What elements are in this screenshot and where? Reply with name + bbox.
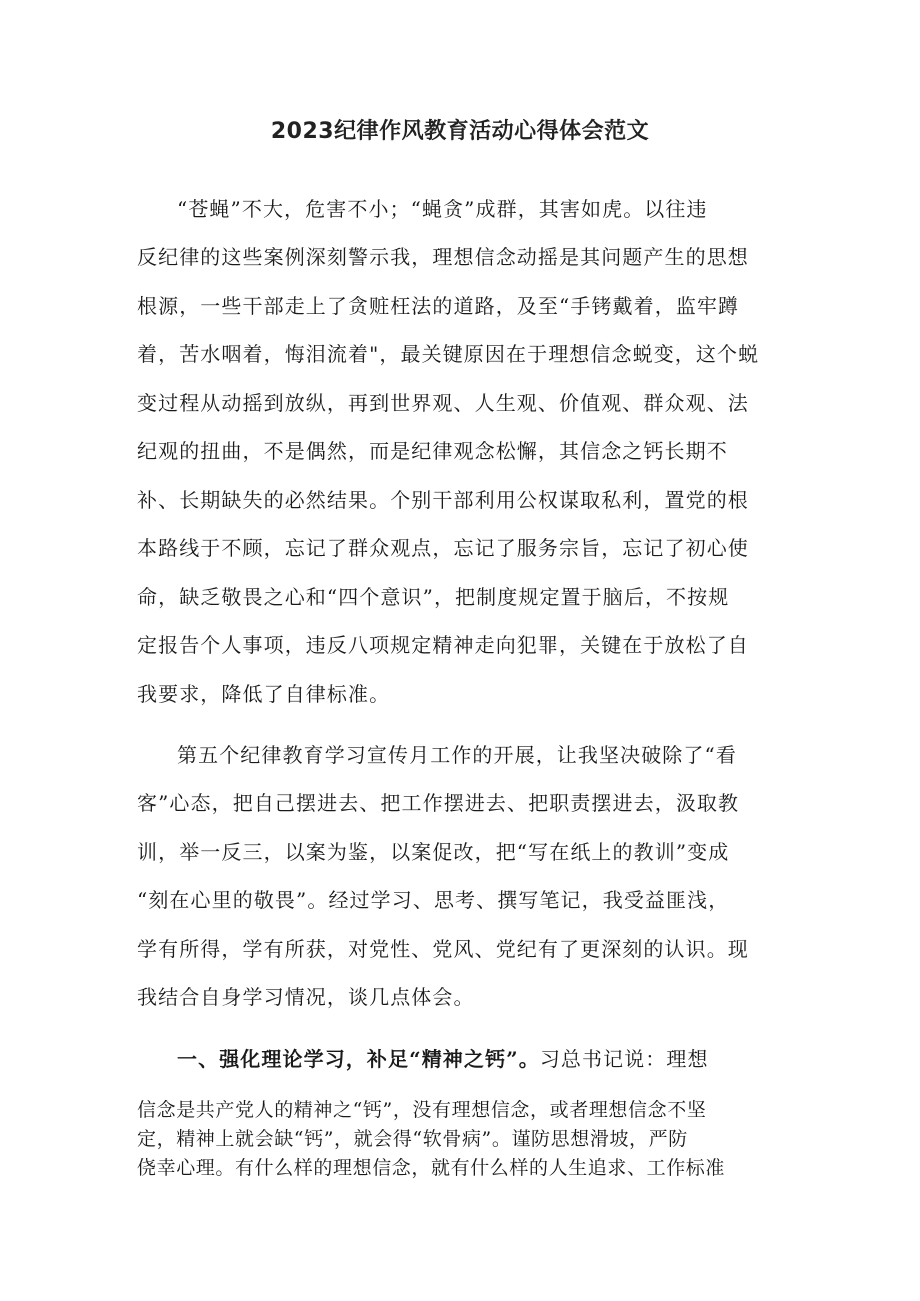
paragraph-1-line: 纪观的扭曲，不是偶然，而是纪律观念松懈，其信念之钙长期不 (137, 439, 728, 463)
paragraph-2-line: 学有所得，学有所获，对党性、党风、党纪有了更深刻的认识。现 (137, 937, 749, 961)
paragraph-1-line: “苍蝇”不大，危害不小；“蝇贪”成群，其害如虎。以往违 (177, 197, 708, 221)
paragraph-1-line: 定报告个人事项，违反八项规定精神走向犯罪，关键在于放松了自 (137, 633, 749, 657)
paragraph-2-line: 我结合自身学习情况，谈几点体会。 (137, 985, 475, 1009)
section-1-line: 信念是共产党人的精神之“钙”，没有理想信念，或者理想信念不坚 (137, 1099, 707, 1121)
paragraph-2-line: “刻在心里的敬畏”。经过学习、思考、撰写笔记，我受益匪浅， (137, 888, 730, 912)
paragraph-1-line: 反纪律的这些案例深刻警示我，理想信念动摇是其问题产生的思想 (137, 245, 749, 269)
section-1-lead: 习总书记说：理想 (539, 1047, 709, 1071)
paragraph-1-line: 命，缺乏敬畏之心和“四个意识”，把制度规定置于脑后，不按规 (137, 585, 730, 609)
paragraph-1-line: 根源，一些干部走上了贪赃枉法的道路，及至“手铐戴着，监牢蹲 (137, 294, 740, 318)
paragraph-1-line: 补、长期缺失的必然结果。个别干部利用公权谋取私利，置党的根 (137, 488, 749, 512)
section-1-line: 侥幸心理。有什么样的理想信念，就有什么样的人生追求、工作标准 (137, 1157, 726, 1179)
paragraph-2-line: 训，举一反三，以案为鉴，以案促改，把“写在纸上的教训”变成 (137, 840, 730, 864)
section-1-heading-line (177, 1045, 817, 1073)
paragraph-1-line: 变过程从动摇到放纵，再到世界观、人生观、价值观、群众观、法 (137, 391, 749, 415)
paragraph-2-line: 第五个纪律教育学习宣传月工作的开展，让我坚决破除了“看 (177, 743, 737, 767)
section-1-line: 定，精神上就会缺“钙”，就会得“软骨病”。谨防思想滑坡，严防 (137, 1128, 688, 1150)
paragraph-1-line: 我要求，降低了自律标准。 (137, 682, 391, 706)
paragraph-2-line: 客”心态，把自己摆进去、把工作摆进去、把职责摆进去，汲取教 (137, 791, 740, 815)
section-1-heading: 一、强化理论学习，补足“精神之钙”。 (177, 1047, 540, 1071)
document-title: 2023纪律作风教育活动心得体会范文 (270, 119, 650, 144)
paragraph-1-line: 着，苦水咽着，悔泪流着"，最关键原因在于理想信念蜕变，这个蜕 (137, 342, 760, 366)
paragraph-1-line: 本路线于不顾，忘记了群众观点，忘记了服务宗旨，忘记了初心使 (137, 536, 749, 560)
